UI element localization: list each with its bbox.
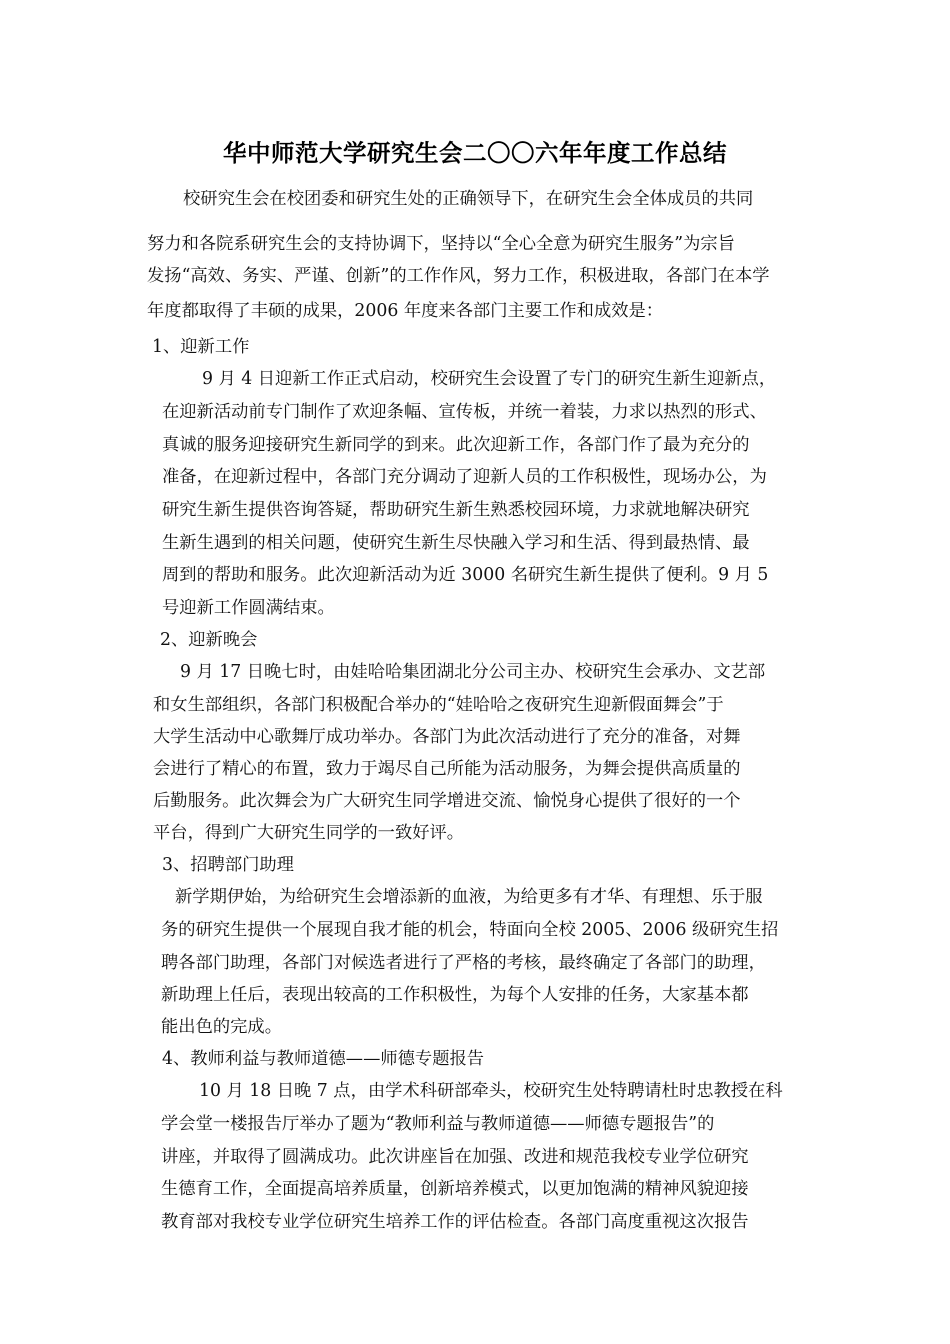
paragraph-line: 学会堂一楼报告厅举办了题为“教师利益与教师道德——师德专题报告”的 xyxy=(161,1114,715,1134)
paragraph-line: 研究生新生提供咨询答疑，帮助研究生新生熟悉校园环境，力求就地解决研究 xyxy=(162,500,750,520)
paragraph-line: 生新生遇到的相关问题，使研究生新生尽快融入学习和生活、得到最热情、最 xyxy=(162,533,750,553)
section-heading: 2、迎新晚会 xyxy=(160,630,258,650)
paragraph-line: 准备，在迎新过程中，各部门充分调动了迎新人员的工作积极性，现场办公，为 xyxy=(162,467,767,487)
paragraph-line: 能出色的完成。 xyxy=(161,1017,282,1037)
paragraph-line: 务的研究生提供一个展现自我才能的机会，特面向全校 2005、2006 级研究生招 xyxy=(161,920,779,940)
paragraph-line: 讲座，并取得了圆满成功。此次讲座旨在加强、改进和规范我校专业学位研究 xyxy=(161,1147,749,1167)
paragraph-line: 在迎新活动前专门制作了欢迎条幅、宣传板，并统一着装，力求以热烈的形式、 xyxy=(162,402,767,422)
paragraph-line: 聘各部门助理，各部门对候选者进行了严格的考核，最终确定了各部门的助理， xyxy=(161,953,766,973)
intro-line: 努力和各院系研究生会的支持协调下，坚持以“全心全意为研究生服务”为宗旨 xyxy=(147,234,735,254)
paragraph-line: 教育部对我校专业学位研究生培养工作的评估检查。各部门高度重视这次报告 xyxy=(161,1212,749,1232)
paragraph-line: 平台，得到广大研究生同学的一致好评。 xyxy=(153,823,465,843)
paragraph-line: 周到的帮助和服务。此次迎新活动为近 3000 名研究生新生提供了便利。9 月 5 xyxy=(162,565,769,585)
section-heading: 3、招聘部门助理 xyxy=(162,855,294,875)
intro-line: 年度都取得了丰硕的成果，2006 年度来各部门主要工作和成效是： xyxy=(147,301,664,321)
document-title: 华中师范大学研究生会二〇〇六年年度工作总结 xyxy=(223,139,727,167)
paragraph-line: 生德育工作，全面提高培养质量，创新培养模式，以更加饱满的精神风貌迎接 xyxy=(161,1179,749,1199)
paragraph-line: 9 月 17 日晚七时，由娃哈哈集团湖北分公司主办、校研究生会承办、文艺部 xyxy=(180,662,766,682)
section-heading: 1、迎新工作 xyxy=(152,337,250,357)
paragraph-line: 新助理上任后，表现出较高的工作积极性，为每个人安排的任务，大家基本都 xyxy=(161,985,749,1005)
paragraph-line: 大学生活动中心歌舞厅成功举办。各部门为此次活动进行了充分的准备，对舞 xyxy=(153,727,741,747)
paragraph-line: 后勤服务。此次舞会为广大研究生同学增进交流、愉悦身心提供了很好的一个 xyxy=(153,791,741,811)
paragraph-line: 和女生部组织，各部门积极配合举办的“娃哈哈之夜研究生迎新假面舞会”于 xyxy=(153,695,724,715)
paragraph-line: 会进行了精心的布置，致力于竭尽自己所能为活动服务，为舞会提供高质量的 xyxy=(153,759,741,779)
paragraph-line: 真诚的服务迎接研究生新同学的到来。此次迎新工作，各部门作了最为充分的 xyxy=(162,435,750,455)
intro-line: 发扬“高效、务实、严谨、创新”的工作作风，努力工作，积极进取，各部门在本学 xyxy=(147,266,770,286)
paragraph-line: 10 月 18 日晚 7 点，由学术科研部牵头，校研究生处特聘请杜时忠教授在科 xyxy=(199,1081,783,1101)
paragraph-line: 新学期伊始，为给研究生会增添新的血液，为给更多有才华、有理想、乐于服 xyxy=(175,887,763,907)
section-heading: 4、教师利益与教师道德——师德专题报告 xyxy=(162,1049,485,1069)
intro-line: 校研究生会在校团委和研究生处的正确领导下，在研究生会全体成员的共同 xyxy=(183,189,754,209)
paragraph-line: 9 月 4 日迎新工作正式启动，校研究生会设置了专门的研究生新生迎新点， xyxy=(202,369,777,389)
paragraph-line: 号迎新工作圆满结束。 xyxy=(162,598,335,618)
